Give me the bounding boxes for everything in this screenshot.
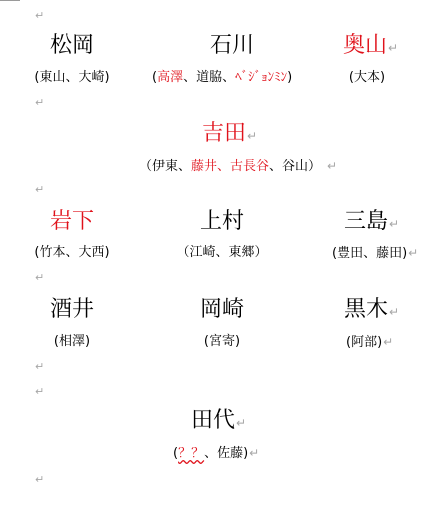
name-uemura: 上村	[199, 209, 245, 234]
paragraph-mark: ↵	[35, 473, 45, 486]
name-matsuoka: 松岡	[49, 33, 95, 58]
sub-text: (豊田、藤田)	[332, 246, 408, 261]
paragraph-mark: ↵	[236, 416, 247, 430]
sub-ishikawa	[152, 70, 292, 86]
sub-iwashita: (竹本、大西)	[34, 245, 110, 260]
name-sakai: 酒井	[49, 297, 95, 322]
sub-uemura: （江崎、東郷）	[176, 245, 268, 260]
page-corner-mark	[0, 0, 20, 1]
sub-okuyama: (大本)	[348, 70, 386, 85]
sub-text: 、佐藤)	[204, 446, 249, 461]
sub-tashiro	[173, 445, 259, 462]
paragraph-mark: ↵	[35, 96, 45, 109]
paragraph-mark: ↵	[35, 271, 45, 284]
sub-text: (阿部)	[346, 335, 383, 350]
sub-text: )	[287, 70, 293, 85]
paragraph-mark: ↵	[383, 335, 394, 349]
paragraph-mark: ↵	[249, 446, 260, 460]
name-kuroki-text: 黒木	[344, 297, 389, 322]
sub-kuroki	[346, 334, 393, 351]
sub-text-red-unknown: ？？	[178, 446, 205, 461]
name-mishima-text: 三島	[344, 209, 389, 234]
paragraph-mark: ↵	[389, 217, 400, 231]
name-tashiro	[191, 408, 246, 436]
sub-text-red: ﾍﾞｼﾞｮﾝﾐﾝ	[235, 70, 288, 85]
sub-sakai: (相澤)	[53, 334, 91, 349]
sub-mishima	[332, 245, 418, 262]
name-iwashita: 岩下	[49, 209, 95, 234]
paragraph-mark: ↵	[35, 360, 45, 373]
paragraph-mark: ↵	[408, 246, 419, 260]
name-tashiro-text: 田代	[191, 408, 236, 433]
name-mishima	[344, 209, 399, 237]
sub-matsuoka: (東山、大崎)	[34, 70, 110, 85]
sub-text: (	[173, 446, 179, 461]
paragraph-mark: ↵	[35, 183, 45, 196]
paragraph-mark: ↵	[35, 385, 45, 398]
name-okazaki: 岡崎	[199, 297, 245, 322]
name-yoshida-text: 吉田	[202, 121, 247, 146]
name-okuyama	[343, 33, 398, 61]
sub-text: （伊東、	[139, 159, 192, 174]
sub-text: (	[152, 70, 158, 85]
paragraph-mark: ↵	[389, 305, 400, 319]
sub-text-red: 高澤	[157, 70, 184, 85]
paragraph-mark: ↵	[247, 129, 258, 143]
paragraph-mark: ↵	[388, 41, 399, 55]
sub-text: 、谷山）	[269, 159, 322, 174]
name-yoshida	[202, 121, 257, 149]
paragraph-mark: ↵	[35, 9, 45, 22]
paragraph-mark: ↵	[327, 159, 338, 173]
sub-text-red: 藤井、古長谷	[191, 159, 270, 174]
name-okuyama-text: 奥山	[343, 33, 388, 58]
sub-text: 、道脇、	[183, 70, 236, 85]
name-kuroki	[344, 297, 399, 325]
sub-okazaki: (宮寄)	[203, 334, 241, 349]
sub-yoshida	[139, 158, 337, 175]
name-ishikawa: 石川	[209, 33, 255, 58]
